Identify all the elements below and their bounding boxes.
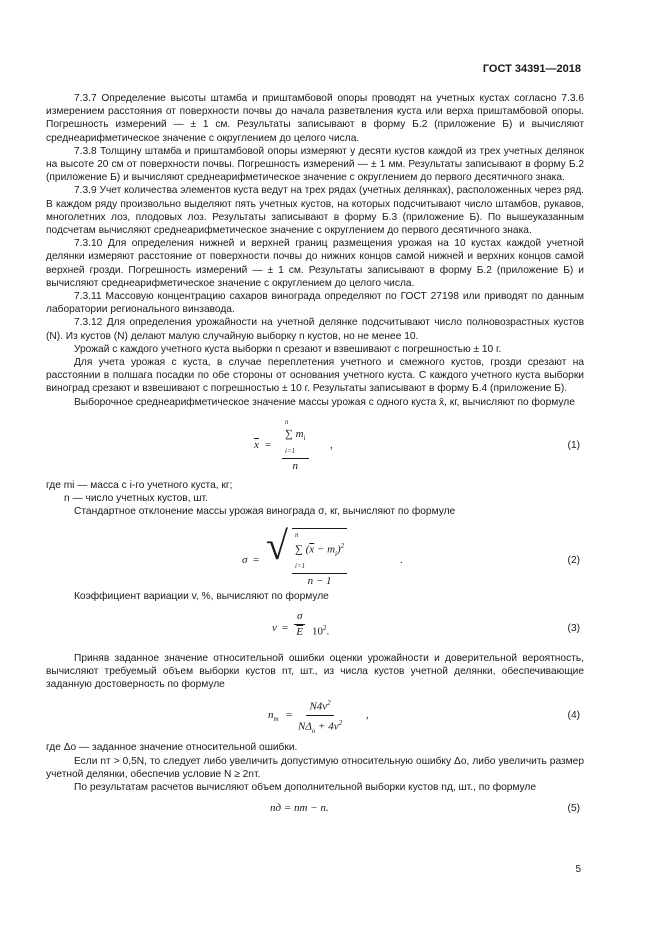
formula-5-text: nд = nт − n. bbox=[270, 802, 329, 815]
paragraph-extra-intro: По результатам расчетов вычисляют объем дополнительной выборки кустов nд, шт., по формуле bbox=[74, 781, 537, 793]
formula-1-number: (1) bbox=[567, 439, 580, 451]
paragraph-7-3-9: 7.3.9 Учет количества элементов куста ведут на трех рядах (учетных делянках), расположенных через ряд. В каждом ряду произвольно выделяют пять учетных кустов, на которых подсчитывают число штамбов, рукавов, многолетних лоз, плодовых лоз. Результаты записывают в форму Б.3 (приложение Б). По вышеуказанным подсчетам вычисляют среднеарифметическое значение с округлением до первого десятичного знака. bbox=[46, 185, 584, 237]
standard-header: ГОСТ 34391—2018 bbox=[482, 63, 581, 75]
paragraph-mean-intro: Выборочное среднеарифметическое значение массы урожая с одного куста x̄, кг, вычисляют по формуле bbox=[74, 396, 575, 408]
document-body bbox=[46, 92, 584, 824]
paragraph-7-3-11: 7.3.11 Массовую концентрацию сахаров винограда определяют по ГОСТ 27198 или приводят по данным лаборатории регионального винзавода. bbox=[46, 291, 584, 316]
formula-5-number: (5) bbox=[567, 803, 580, 815]
paragraph-std-intro: Стандартное отклонение массы урожая винограда σ, кг, вычисляют по формуле bbox=[74, 506, 456, 518]
where-n: n — число учетных кустов, шт. bbox=[64, 493, 208, 505]
where-mi: где mi — масса с i-го учетного куста, кг; bbox=[46, 479, 233, 491]
formula-3: v = $\frac{\sigma}{E}$ $10^2$. (3) bbox=[272, 609, 580, 638]
paragraph-7-3-7: 7.3.7 Определение высоты штамба и приштамбовой опоры проводят на учетных кустах согласно 7.3.6 измерением расстояния от поверхности почвы до начала разветвления куста или верха приштамбовой опоры. Погрешность измерений — ± 1 см. Результаты записывают в форму Б.2 (приложение Б) и вычисляют среднеарифметическое значение с округлением до целого числа. bbox=[46, 93, 584, 144]
page-number: 5 bbox=[575, 864, 581, 875]
paragraph-7-3-10: 7.3.10 Для определения нижней и верхней границ размещения урожая на 10 кустах каждой учетной делянки измеряют расстояние от поверхности почвы до нижних концов самой нижней и верхних концов самой верхней грозди. Погрешность измерений — ± 1 см. Результаты записывают в форму Б.2 (приложение Б) и вычисляют среднеарифметическое значение с округлением до целого числа. bbox=[46, 238, 584, 289]
formula-1: $\overline{x}$ = n ∑ $m_i$ i=1 n , (1) bbox=[46, 415, 584, 475]
paragraph-7-3-12: 7.3.12 Для определения урожайности на учетной делянке подсчитывают число полновозрастных кустов (N). Из кустов (N) делают малую случайную выборку n кустов, но не менее 10. bbox=[46, 317, 584, 342]
paragraph-sample-intro: Приняв заданное значение относительной ошибки оценки урожайности и доверительной вероятность, вычисляют требуемый объем выборки кустов nт, шт., из числа кустов учетной делянки, обеспечивающие заданную достоверность по формуле bbox=[46, 652, 584, 691]
paragraph-cv-intro: Коэффициент вариации v, %, вычисляют по формуле bbox=[74, 591, 329, 603]
paragraph-harvest: Урожай с каждого учетного куста выборки n срезают и взвешивают с погрешностью ± 10 г. bbox=[74, 343, 502, 355]
formula-2-number: (2) bbox=[567, 555, 580, 567]
paragraph-intertwined: Для учета урожая с куста, в случае переплетения учетного и смежного кустов, грозди срезают на расстоянии в полшага посадки по обе стороны от основания учетного куста. С каждого учетного куста выборки виноград срезают и взвешивают с погрешностью ± 10 г. Результаты записывают в форму Б.4 (приложение Б). bbox=[46, 357, 584, 395]
formula-4: $n_т$ = $N4v^2$ $N\Delta_о + 4v^2$ , (4) bbox=[268, 699, 580, 735]
formula-4-number: (4) bbox=[567, 710, 580, 722]
paragraph-if-nt: Если nт > 0,5N, то следует либо увеличить допустимую относительную ошибку Δо, либо увеличить размер учетной делянки, обеспечив условие N ≥ 2nт. bbox=[46, 755, 584, 780]
formula-2: σ = √ n ∑ $(\overline{x} - m_i)^2$ i=1 n − 1 . (2) bbox=[242, 523, 580, 588]
paragraph-7-3-8: 7.3.8 Толщину штамба и приштамбовой опоры измеряют у десяти кустов каждой из трех учетных делянок на высоте 20 см от поверхности почвы. Погрешность измерений — ± 1 мм. Результаты записывают в форму Б.2 (приложение Б) и вычисляют среднеарифметическое значение с округлением до первого десятичного знака. bbox=[46, 145, 584, 184]
formula-3-number: (3) bbox=[567, 622, 580, 634]
where-delta: где Δо — заданное значение относительной ошибки. bbox=[46, 742, 298, 754]
formula-5 bbox=[46, 800, 584, 820]
